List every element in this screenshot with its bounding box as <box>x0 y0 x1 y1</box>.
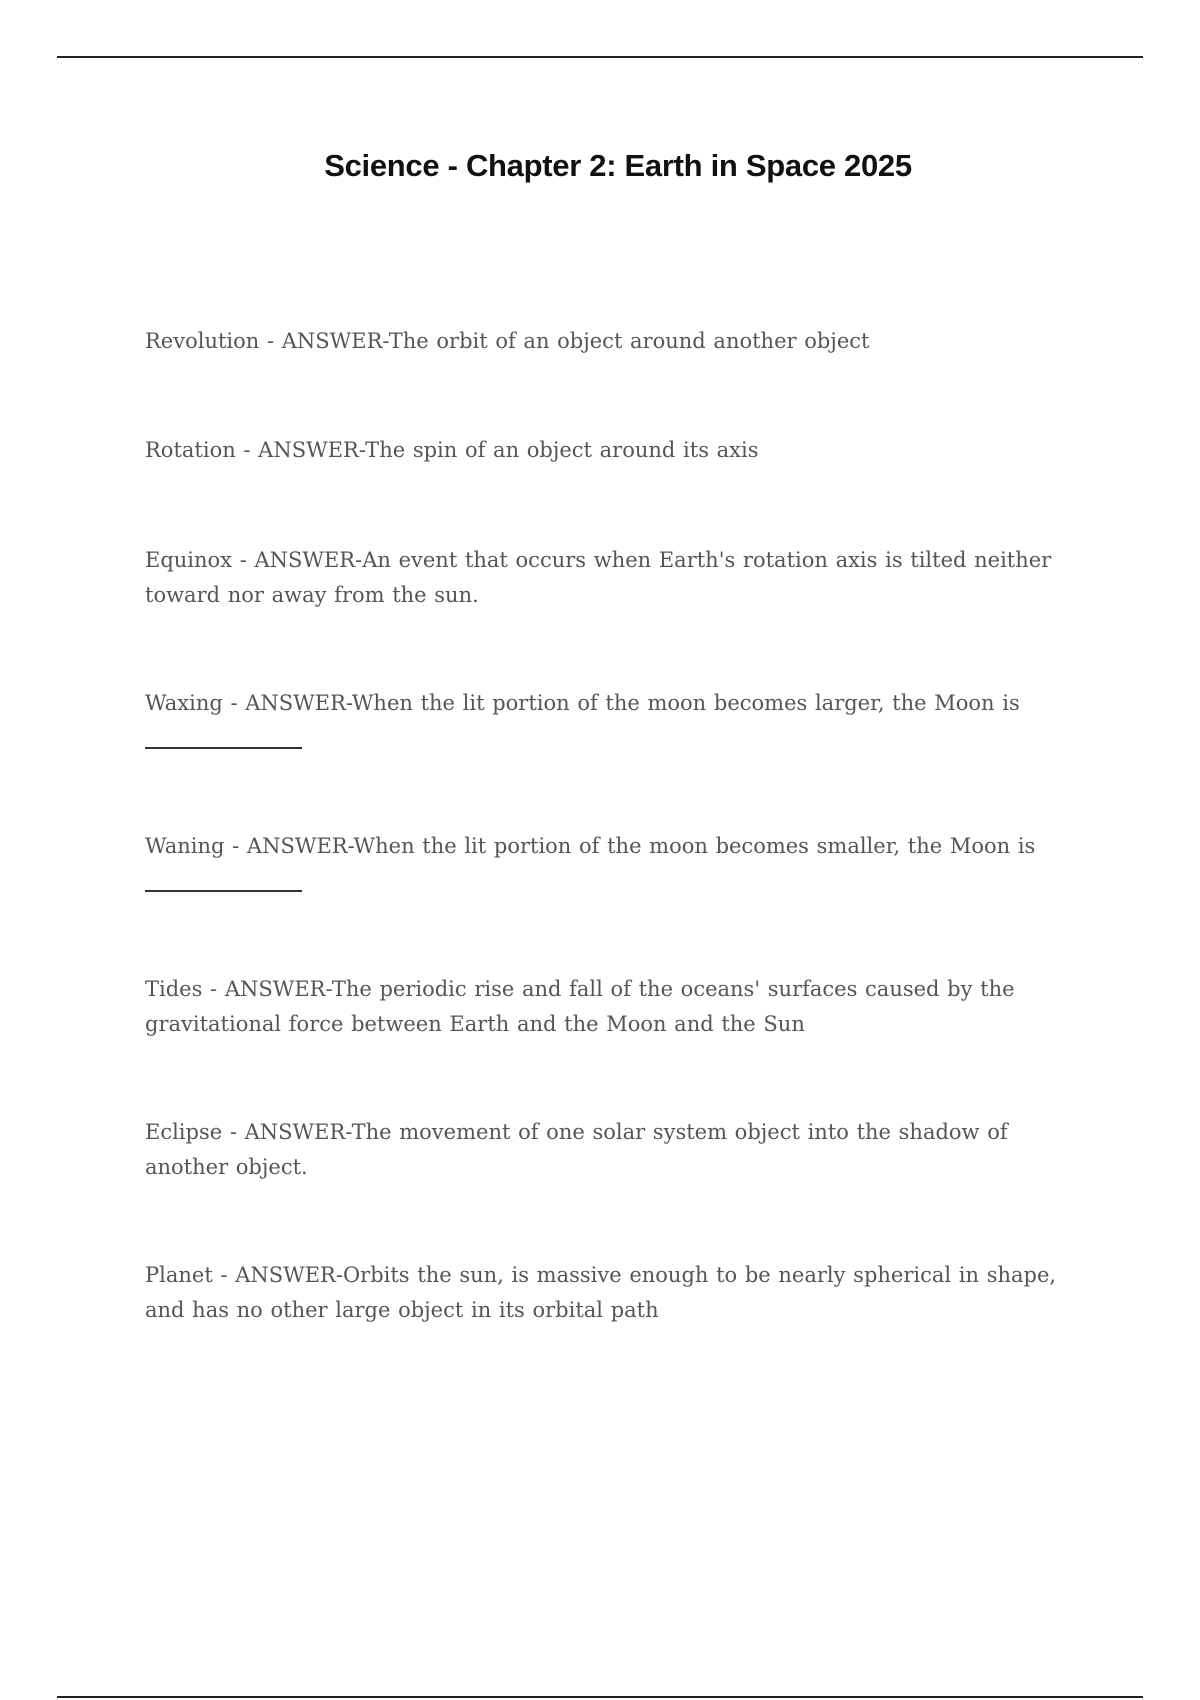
footer-rule <box>57 1696 1143 1698</box>
entry-planet: Planet - ANSWER-Orbits the sun, is massive enough to be nearly spherical in shape, and has no other large object in its orbital path <box>145 1263 1057 1322</box>
entry-waning-text: Waning - ANSWER-When the lit portion of the moon becomes smaller, the Moon is <box>145 834 1036 858</box>
entry-eclipse: Eclipse - ANSWER-The movement of one solar system object into the shadow of another object. <box>145 1120 1008 1179</box>
document-title: Science - Chapter 2: Earth in Space 2025 <box>324 148 912 183</box>
entry-waxing-text: Waxing - ANSWER-When the lit portion of the moon becomes larger, the Moon is <box>145 691 1020 715</box>
fill-in-blank <box>145 747 302 749</box>
entry-tides: Tides - ANSWER-The periodic rise and fall of the oceans' surfaces caused by the gravitational force between Earth and the Moon and the Sun <box>145 977 1015 1036</box>
entry-rotation: Rotation - ANSWER-The spin of an object around its axis <box>145 438 759 462</box>
entry-equinox: Equinox - ANSWER-An event that occurs when Earth's rotation axis is tilted neither toward nor away from the sun. <box>145 548 1052 607</box>
fill-in-blank <box>145 890 302 892</box>
entry-waning <box>145 829 1090 892</box>
entry-waxing <box>145 686 1090 749</box>
header-rule <box>57 56 1143 58</box>
entry-revolution: Revolution - ANSWER-The orbit of an object around another object <box>145 329 870 353</box>
